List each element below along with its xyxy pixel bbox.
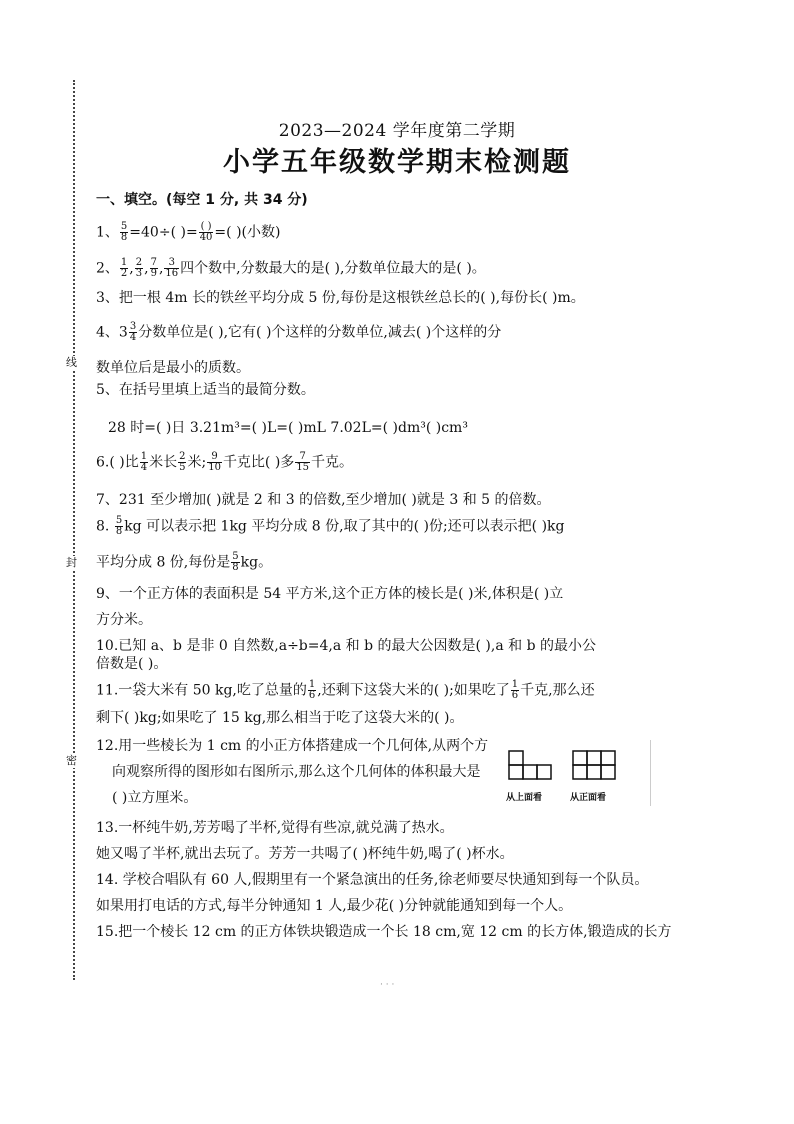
question-12-cont: 向观察所得的图形如右图所示,那么这个几何体的体积最大是 bbox=[112, 764, 481, 780]
question-6: 6.( )比 $\frac{1}{4}$ 米长 $\frac{2}{5}$ 米; $\frac{9}{10}$ 千克比( )多 $\frac{7}{15}$ 千克。 bbox=[96, 451, 354, 473]
question-1: 1、 $\frac{5}{8}$ =40÷( )= ( ) 40 =( )(小数) bbox=[96, 221, 281, 243]
question-11-cont: 剩下( )kg;如果吃了 15 kg,那么相当于吃了这袋大米的( )。 bbox=[96, 710, 464, 726]
front-view-grid-icon bbox=[572, 750, 618, 784]
question-8-cont: 平均分成 8 份,每份是 $\frac{5}{8}$ kg。 bbox=[96, 551, 273, 573]
question-9: 9、一个正方体的表面积是 54 平方米,这个正方体的棱长是( )米,体积是( )立 bbox=[96, 586, 564, 602]
question-2: 2、 $\frac{1}{2}$ , $\frac{2}{3}$ , $\frac{7}{9}$ , $\frac{3}{16}$ 四个数中,分数最大的是( ),分数单位最大的是( )。 bbox=[96, 257, 486, 279]
fraction: $\frac{5}{8}$ bbox=[232, 551, 239, 573]
view-top-caption: 从上面看 bbox=[506, 793, 543, 803]
fraction: $\frac{2}{3}$ bbox=[135, 257, 143, 279]
question-14: 14. 学校合唱队有 60 人,假期里有一个紧急演出的任务,徐老师要尽快通知到每一个队员。 bbox=[96, 872, 649, 888]
question-15: 15.把一个棱长 12 cm 的正方体铁块锻造成一个长 18 cm,宽 12 cm 的长方体,锻造成的长方 bbox=[96, 924, 672, 940]
fraction: $\frac{1}{6}$ bbox=[511, 679, 519, 701]
question-12: 12.用一些棱长为 1 cm 的小正方体搭建成一个几何体,从两个方 bbox=[96, 738, 489, 754]
question-12-cont2: ( )立方厘米。 bbox=[112, 790, 198, 806]
top-view-grid-icon bbox=[508, 750, 554, 784]
fraction: $\frac{5}{8}$ bbox=[120, 221, 128, 243]
fraction: $\frac{9}{10}$ bbox=[208, 451, 221, 473]
question-5: 5、在括号里填上适当的最简分数。 bbox=[96, 382, 315, 398]
fraction: $\frac{1}{6}$ bbox=[308, 679, 316, 701]
view-front-caption: 从正面看 bbox=[570, 793, 607, 803]
question-9-cont: 方分米。 bbox=[96, 612, 152, 628]
question-3: 3、把一根 4m 长的铁丝平均分成 5 份,每份是这根铁丝总长的( ),每份长( )m。 bbox=[96, 290, 585, 306]
question-10: 10.已知 a、b 是非 0 自然数,a÷b=4,a 和 b 的最大公因数是( ),a 和 b 的最小公 bbox=[96, 638, 596, 654]
fraction: $\frac{3}{16}$ bbox=[165, 257, 179, 279]
margin-label-mi: 密 bbox=[66, 754, 77, 767]
view-from-top bbox=[506, 750, 554, 803]
exam-term: 2023—2024 学年度第二学期 bbox=[278, 121, 516, 141]
question-13-cont: 她又喝了半杯,就出去玩了。芳芳一共喝了( )杯纯牛奶,喝了( )杯水。 bbox=[96, 846, 514, 862]
question-11: 11.一袋大米有 50 kg,吃了总量的 $\frac{1}{6}$ ,还剩下这袋大米的( );如果吃了 $\frac{1}{6}$ 千克,那么还 bbox=[96, 679, 595, 701]
page-footer-mark: · · · bbox=[380, 980, 395, 990]
binding-margin-dotted-line bbox=[73, 80, 75, 980]
fraction: $\frac{5}{8}$ bbox=[115, 515, 123, 537]
fraction: $\frac{2}{5}$ bbox=[179, 451, 186, 473]
question-4: 4、3 $\frac{3}{4}$ 分数单位是( ),它有( )个这样的分数单位,减去( )个这样的分 bbox=[96, 321, 502, 343]
exam-title: 小学五年级数学期末检测题 bbox=[223, 147, 571, 178]
fraction: $\frac{7}{9}$ bbox=[150, 257, 157, 279]
fraction: $\frac{1}{4}$ bbox=[140, 451, 148, 473]
question-13: 13.一杯纯牛奶,芳芳喝了半杯,觉得有些凉,就兑满了热水。 bbox=[96, 820, 454, 836]
q12-views-figure bbox=[500, 740, 651, 806]
fraction: $\frac{1}{2}$ bbox=[120, 257, 128, 279]
fraction: $\frac{7}{15}$ bbox=[296, 451, 310, 473]
question-10-cont: 倍数是( )。 bbox=[96, 656, 168, 672]
margin-label-xian: 线 bbox=[66, 356, 77, 369]
question-5-units: 28 时=( )日 3.21m³=( )L=( )mL 7.02L=( )dm³( )cm³ bbox=[108, 420, 468, 436]
question-7: 7、231 至少增加( )就是 2 和 3 的倍数,至少增加( )就是 3 和 5 的倍数。 bbox=[96, 492, 551, 508]
view-from-front bbox=[570, 750, 618, 803]
section-heading: 一、填空。(每空 1 分, 共 34 分) bbox=[96, 192, 308, 208]
question-14-cont: 如果用打电话的方式,每半分钟通知 1 人,最少花( )分钟就能通知到每一个人。 bbox=[96, 898, 573, 914]
question-4-cont: 数单位后是最小的质数。 bbox=[96, 360, 250, 376]
margin-label-feng: 封 bbox=[66, 556, 77, 569]
question-8: 8. $\frac{5}{8}$ kg 可以表示把 1kg 平均分成 8 份,取了其中的( )份;还可以表示把( )kg bbox=[96, 515, 565, 537]
fraction: $\frac{3}{4}$ bbox=[129, 321, 137, 343]
fraction: ( ) 40 bbox=[199, 221, 213, 243]
